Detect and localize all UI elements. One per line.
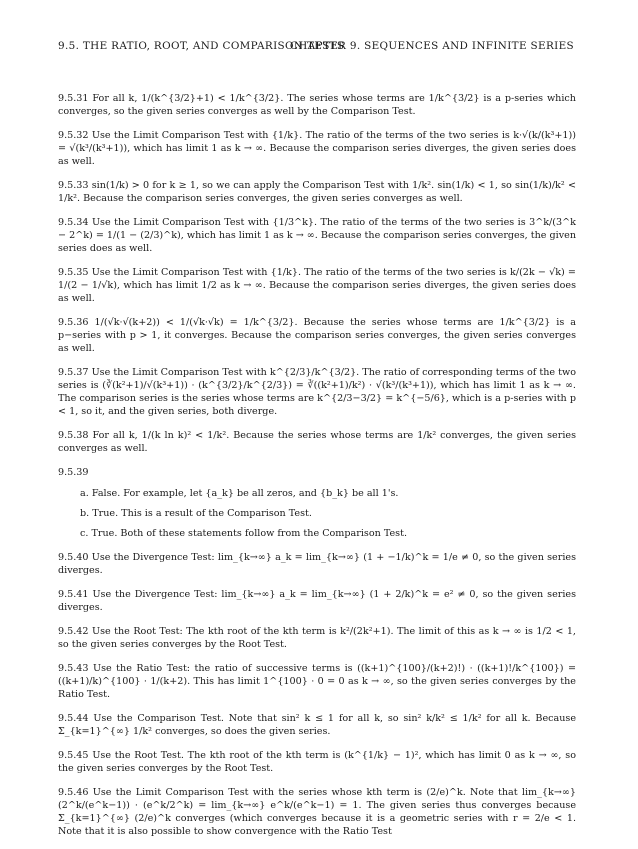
solution-9-5-39-c: c. True. Both of these statements follow from the Comparison Test. bbox=[80, 528, 408, 539]
solution-9-5-37: 9.5.37 Use the Limit Comparison Test with k^{2/3}/k^{3/2}. The ratio of corresponding terms of the two series is (∛(k²+1)/√(k³+1)) · (k^{3/2}/k^{2/3}) = ∛((k²+1)/k²) · √(k³/(k³+1)), which has limit 1 as k → ∞. The comparison series is the series whose terms are k^{2/3−3/2} = k^{−5/6}, which is a p-series with p < 1, so it, and the given series, both diverge. bbox=[58, 367, 576, 417]
solution-9-5-39-a: a. False. For example, let {a_k} be all zeros, and {b_k} be all 1's. bbox=[80, 488, 399, 499]
solution-9-5-38: 9.5.38 For all k, 1/(k ln k)² < 1/k². Because the series whose terms are 1/k² converges, the given series converges as well. bbox=[58, 430, 576, 454]
solution-9-5-46: 9.5.46 Use the Limit Comparison Test with the series whose kth term is (2/e)^k. Note that lim_{k→∞} (2^k/(e^k−1)) · (e^k/2^k) = lim_{k→∞} e^k/(e^k−1) = 1. The given series thus converges because Σ_{k=1}^{∞} (2/e)^k converges (which converges because it is a geometric series with r = 2/e < 1. Note that it is also possible to show convergence with the Ratio Test bbox=[58, 787, 576, 837]
solution-9-5-42: 9.5.42 Use the Root Test: The kth root of the kth term is k²/(2k²+1). The limit of this as k → ∞ is 1/2 < 1, so the given series converges by the Root Test. bbox=[58, 626, 576, 650]
solution-9-5-44: 9.5.44 Use the Comparison Test. Note that sin² k ≤ 1 for all k, so sin² k/k² ≤ 1/k² for all k. Because Σ_{k=1}^{∞} 1/k² converges, so does the given series. bbox=[58, 713, 576, 737]
solution-9-5-41: 9.5.41 Use the Divergence Test: lim_{k→∞} a_k = lim_{k→∞} (1 + 2/k)^k = e² ≠ 0, so the given series diverges. bbox=[58, 589, 576, 613]
solution-9-5-40: 9.5.40 Use the Divergence Test: lim_{k→∞} a_k = lim_{k→∞} (1 + −1/k)^k = 1/e ≠ 0, so the given series diverges. bbox=[58, 552, 576, 576]
solution-9-5-34: 9.5.34 Use the Limit Comparison Test with {1/3^k}. The ratio of the terms of the two series is 3^k/(3^k − 2^k) = 1/(1 − (2/3)^k), which has limit 1 as k → ∞. Because the comparison series converges, the given series does as well. bbox=[58, 217, 576, 254]
solution-9-5-35: 9.5.35 Use the Limit Comparison Test with {1/k}. The ratio of the terms of the two series is k/(2k − √k) = 1/(2 − 1/√k), which has limit 1/2 as k → ∞. Because the comparison series diverges, the given series does as well. bbox=[58, 267, 576, 304]
solution-9-5-43: 9.5.43 Use the Ratio Test: the ratio of successive terms is ((k+1)^{100}/(k+2)!) · ((k+1)!/k^{100}) = ((k+1)/k)^{100} · 1/(k+2). This has limit 1^{100} · 0 = 0 as k → ∞, so the given series converges by the Ratio Test. bbox=[58, 663, 576, 700]
solutions-body bbox=[58, 92, 576, 849]
header-right-title: CHAPTER 9. SEQUENCES AND INFINITE SERIES bbox=[289, 40, 574, 52]
running-header bbox=[58, 40, 574, 56]
solution-9-5-36: 9.5.36 1/(√k·√(k+2)) < 1/(√k·√k) = 1/k^{3/2}. Because the series whose terms are 1/k^{3/2} is a p−series with p > 1, it converges. Because the comparison series converges, the given series converges as well. bbox=[58, 317, 576, 354]
solution-9-5-31: 9.5.31 For all k, 1/(k^{3/2}+1) < 1/k^{3/2}. The series whose terms are 1/k^{3/2} is a p-series which converges, so the given series converges as well by the Comparison Test. bbox=[58, 93, 576, 117]
solution-9-5-39-label: 9.5.39 bbox=[58, 467, 89, 478]
header-left-title: 9.5. THE RATIO, ROOT, AND COMPARISON TESTS bbox=[58, 40, 345, 52]
solution-9-5-39-b: b. True. This is a result of the Comparison Test. bbox=[80, 508, 312, 519]
solution-9-5-45: 9.5.45 Use the Root Test. The kth root of the kth term is (k^{1/k} − 1)², which has limit 0 as k → ∞, so the given series converges by the Root Test. bbox=[58, 750, 576, 774]
solution-9-5-33: 9.5.33 sin(1/k) > 0 for k ≥ 1, so we can apply the Comparison Test with 1/k². sin(1/k) < 1, so sin(1/k)/k² < 1/k². Because the comparison series converges, the given series converges as well. bbox=[58, 180, 576, 204]
solution-9-5-32: 9.5.32 Use the Limit Comparison Test with {1/k}. The ratio of the terms of the two series is k·√(k/(k³+1)) = √(k³/(k³+1)), which has limit 1 as k → ∞. Because the comparison series diverges, the given series does as well. bbox=[58, 130, 576, 167]
